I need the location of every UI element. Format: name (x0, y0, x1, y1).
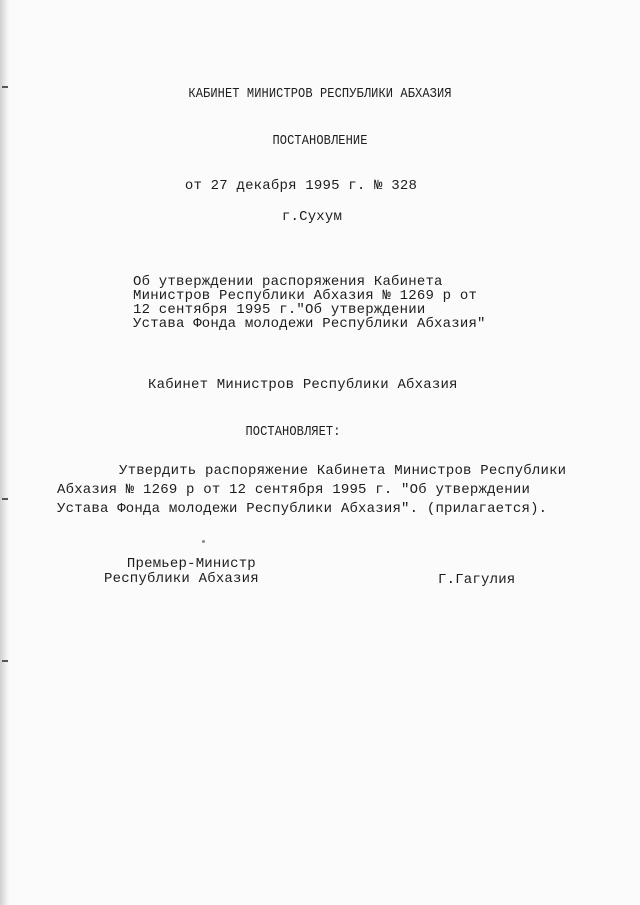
signature-position-line-1: Премьер-Министр (126, 556, 256, 572)
subject-line-3: 12 сентября 1995 г."Об утверждении (133, 302, 426, 318)
issuer-line: Кабинет Министров Республики Абхазия (148, 377, 458, 393)
document-header: КАБИНЕТ МИНИСТРОВ РЕСПУБЛИКИ АБХАЗИЯ (188, 86, 452, 102)
body-text: Утвердить распоряжение Кабинета Министров Республики Абхазия № 1269 р от 12 сентября 1995 г. "Об утверждении Устава Фонда молодежи Республики Абхазия". (прилагается). (57, 463, 567, 517)
signature-name: Г.Гагулия (438, 572, 516, 588)
body-paragraph (57, 462, 577, 519)
subject-line-2: Министров Республики Абхазия № 1269 р от (133, 288, 478, 304)
signature-position-line-2: Республики Абхазия (104, 571, 259, 587)
decree-word: ПОСТАНОВЛЯЕТ: (245, 424, 341, 440)
subject-line-1: Об утверждении распоряжения Кабинета (133, 274, 443, 290)
document-city: г.Сухум (281, 209, 343, 225)
subject-line-4: Устава Фонда молодежи Республики Абхазия" (133, 316, 486, 332)
scan-mark (2, 498, 8, 500)
document-type: ПОСТАНОВЛЕНИЕ (272, 133, 368, 149)
signature-position (104, 557, 259, 587)
document-date-number: от 27 декабря 1995 г. № 328 (184, 178, 418, 194)
scan-edge (0, 0, 10, 905)
scan-mark (2, 660, 8, 662)
scan-speck (202, 540, 205, 543)
scan-mark (2, 86, 8, 88)
